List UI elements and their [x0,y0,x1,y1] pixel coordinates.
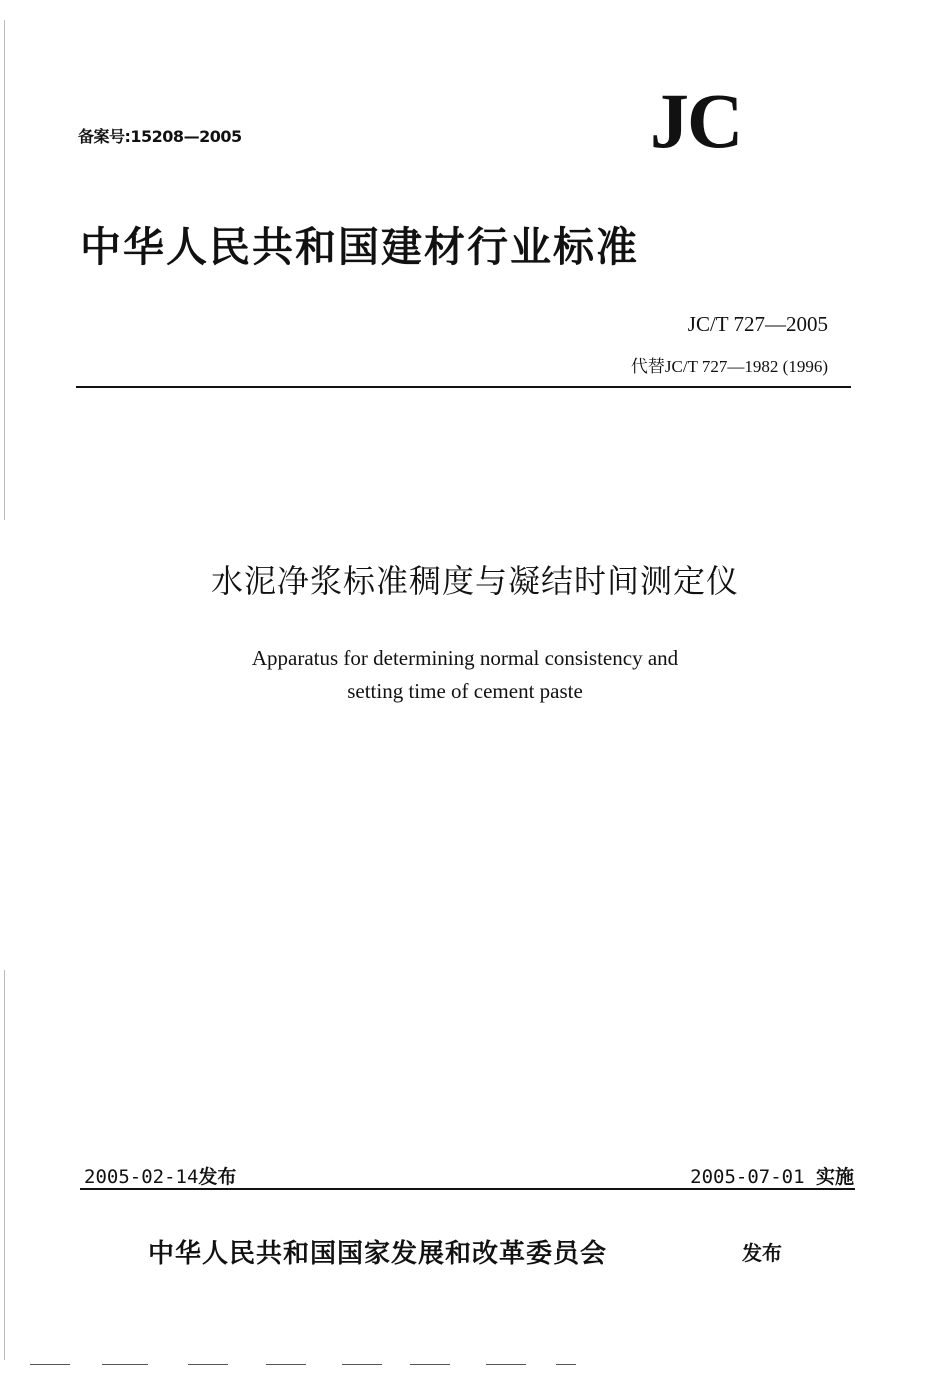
implementation-label: 实施 [815,1166,854,1188]
scan-edge-line [4,20,5,520]
record-number: 备案号:15208—2005 [78,127,242,146]
english-title-line-1: Apparatus for determining normal consistency and [251,646,679,670]
scan-dash [410,1364,450,1365]
header-divider [76,386,851,388]
scan-dash [102,1364,148,1365]
chinese-title: 水泥净浆标准稠度与凝结时间测定仪 [210,562,739,600]
scan-dash [342,1364,382,1365]
issuing-authority: 中华人民共和国国家发展和改革委员会 [148,1239,608,1269]
footer-divider [80,1188,855,1190]
scan-dash [266,1364,306,1365]
jc-logo: JC [650,77,742,164]
implementation-date-block [690,1162,854,1189]
implementation-date: 2005-07-01 [690,1166,805,1188]
standard-code: JC/T 727—2005 [687,312,828,336]
publish-label: 发布 [742,1241,782,1265]
standard-category-title: 中华人民共和国建材行业标准 [80,223,639,271]
scan-dash [188,1364,228,1365]
scan-dash [30,1364,70,1365]
issue-date-block [84,1162,236,1189]
english-title-line-2: setting time of cement paste [347,679,583,703]
issue-label: 发布 [198,1166,237,1188]
scan-dash [556,1364,576,1365]
issue-date: 2005-02-14 [84,1166,199,1188]
scan-edge-line [4,970,5,1360]
replaces-code: 代替JC/T 727—1982 (1996) [630,357,828,376]
scan-dash [486,1364,526,1365]
